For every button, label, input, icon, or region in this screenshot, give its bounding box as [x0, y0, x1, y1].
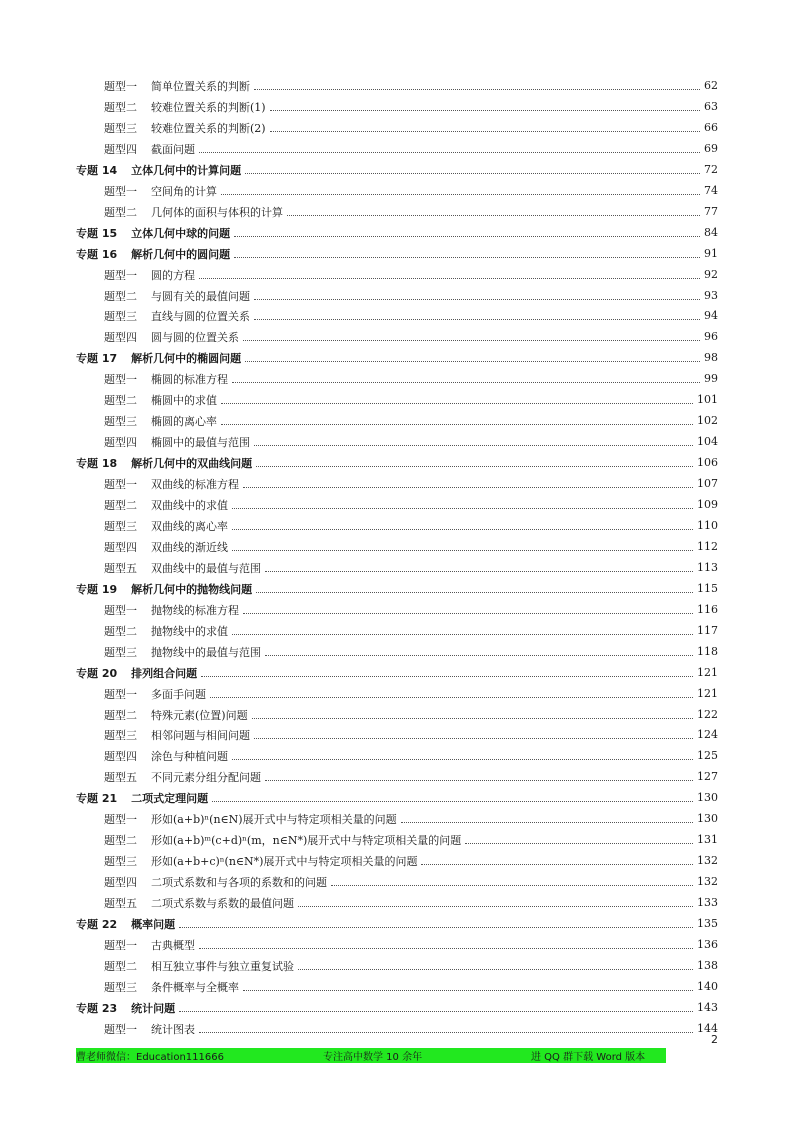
- toc-entry-title: 排列组合问题: [131, 666, 198, 680]
- toc-subtopic-entry[interactable]: [104, 473, 718, 494]
- toc-entry-page: 63: [704, 100, 718, 113]
- toc-entry-prefix: 专题 17: [76, 351, 118, 365]
- toc-entry-title: 二项式系数和与各项的系数和的问题: [151, 875, 327, 889]
- toc-entry-prefix: 专题 16: [76, 247, 118, 261]
- page-number: 2: [711, 1033, 718, 1046]
- toc-entry-title: 不同元素分组分配问题: [151, 770, 261, 784]
- toc-dot-leader: [232, 633, 693, 635]
- toc-dot-leader: [199, 947, 693, 949]
- toc-entry-title: 椭圆中的求值: [151, 393, 217, 407]
- toc-subtopic-entry[interactable]: [104, 389, 718, 410]
- toc-entry-prefix: 题型一: [104, 477, 137, 491]
- toc-dot-leader: [421, 863, 693, 865]
- toc-dot-leader: [210, 696, 693, 698]
- toc-entry-page: 98: [704, 351, 718, 364]
- toc-entry-page: 102: [697, 414, 718, 427]
- toc-subtopic-entry[interactable]: [104, 599, 718, 620]
- toc-subtopic-entry[interactable]: [104, 515, 718, 536]
- toc-entry-title: 相互独立事件与独立重复试验: [151, 959, 294, 973]
- toc-entry-page: 94: [704, 309, 718, 322]
- toc-entry-page: 136: [697, 938, 718, 951]
- toc-entry-title: 双曲线的渐近线: [151, 540, 228, 554]
- toc-dot-leader: [245, 360, 700, 362]
- toc-dot-leader: [465, 842, 693, 844]
- toc-entry-prefix: 题型一: [104, 603, 137, 617]
- toc-entry-prefix: 专题 21: [76, 791, 118, 805]
- toc-entry-prefix: 题型三: [104, 414, 137, 428]
- toc-entry-page: 91: [704, 247, 718, 260]
- footer-download: 进 QQ 群下载 Word 版本: [531, 1052, 646, 1063]
- toc-entry-page: 135: [697, 917, 718, 930]
- toc-dot-leader: [232, 381, 700, 383]
- toc-entry-page: 132: [697, 875, 718, 888]
- toc-entry-page: 62: [704, 79, 718, 92]
- toc-entry-page: 124: [697, 728, 718, 741]
- toc-entry-page: 104: [697, 435, 718, 448]
- toc-dot-leader: [298, 968, 693, 970]
- toc-dot-leader: [254, 318, 700, 320]
- toc-dot-leader: [331, 884, 693, 886]
- toc-entry-prefix: 专题 18: [76, 456, 118, 470]
- toc-entry-prefix: 题型五: [104, 770, 137, 784]
- toc-dot-leader: [265, 779, 693, 781]
- toc-entry-page: 69: [704, 142, 718, 155]
- toc-entry-page: 138: [697, 959, 718, 972]
- toc-entry-title: 简单位置关系的判断: [151, 79, 250, 93]
- toc-dot-leader: [265, 654, 693, 656]
- toc-subtopic-entry[interactable]: [104, 850, 718, 871]
- toc-dot-leader: [256, 465, 693, 467]
- toc-entry-title: 直线与圆的位置关系: [151, 309, 250, 323]
- toc-entry-prefix: 专题 22: [76, 917, 118, 931]
- toc-subtopic-entry[interactable]: [104, 180, 718, 201]
- toc-subtopic-entry[interactable]: [104, 620, 718, 641]
- toc-dot-leader: [254, 298, 700, 300]
- toc-dot-leader: [254, 88, 700, 90]
- toc-dot-leader: [287, 214, 700, 216]
- toc-entry-prefix: 专题 15: [76, 226, 118, 240]
- toc-dot-leader: [270, 130, 700, 132]
- toc-entry-title: 概率问题: [131, 917, 176, 931]
- toc-entry-title: 几何体的面积与体积的计算: [151, 205, 283, 219]
- toc-entry-title: 二项式定理问题: [131, 791, 209, 805]
- toc-entry-title: 解析几何中的抛物线问题: [131, 582, 253, 596]
- toc-dot-leader: [199, 277, 700, 279]
- toc-subtopic-entry[interactable]: [104, 201, 718, 222]
- toc-dot-leader: [232, 758, 693, 760]
- toc-entry-prefix: 题型五: [104, 896, 137, 910]
- toc-subtopic-entry[interactable]: [104, 934, 718, 955]
- toc-entry-title: 较难位置关系的判断(2): [151, 121, 266, 135]
- toc-entry-title: 与圆有关的最值问题: [151, 289, 250, 303]
- toc-subtopic-entry[interactable]: [104, 766, 718, 787]
- toc-entry-prefix: 题型四: [104, 875, 137, 889]
- toc-entry-page: 109: [697, 498, 718, 511]
- toc-subtopic-entry[interactable]: [104, 871, 718, 892]
- toc-subtopic-entry[interactable]: [104, 683, 718, 704]
- toc-entry-prefix: 题型二: [104, 498, 137, 512]
- toc-dot-leader: [265, 570, 693, 572]
- toc-entry-page: 121: [697, 666, 718, 679]
- toc-entry-prefix: 题型三: [104, 728, 137, 742]
- toc-entry-prefix: 题型二: [104, 624, 137, 638]
- toc-entry-title: 立体几何中球的问题: [131, 226, 231, 240]
- toc-entry-title: 双曲线中的求值: [151, 498, 228, 512]
- toc-dot-leader: [212, 800, 693, 802]
- toc-dot-leader: [234, 256, 700, 258]
- toc-entry-prefix: 题型三: [104, 309, 137, 323]
- toc-entry-title: 立体几何中的计算问题: [131, 163, 242, 177]
- toc-subtopic-entry[interactable]: [104, 557, 718, 578]
- toc-dot-leader: [243, 989, 693, 991]
- toc-entry-page: 72: [704, 163, 718, 176]
- toc-dot-leader: [243, 339, 700, 341]
- toc-entry-page: 130: [697, 791, 718, 804]
- toc-topic-entry[interactable]: [76, 159, 718, 180]
- toc-entry-title: 双曲线中的最值与范围: [151, 561, 261, 575]
- footer-bar: [76, 1048, 666, 1063]
- toc-topic-entry[interactable]: [76, 347, 718, 368]
- toc-entry-page: 130: [697, 812, 718, 825]
- toc-entry-page: 84: [704, 226, 718, 239]
- toc-subtopic-entry[interactable]: [104, 829, 718, 850]
- toc-entry-prefix: 题型二: [104, 708, 137, 722]
- toc-entry-page: 144: [697, 1022, 718, 1035]
- toc-dot-leader: [243, 486, 693, 488]
- toc-subtopic-entry[interactable]: [104, 117, 718, 138]
- toc-entry-prefix: 题型一: [104, 938, 137, 952]
- toc-entry-prefix: 题型五: [104, 561, 137, 575]
- toc-entry-prefix: 题型一: [104, 1022, 137, 1036]
- toc-entry-page: 99: [704, 372, 718, 385]
- toc-topic-entry[interactable]: [76, 243, 718, 264]
- toc-entry-title: 条件概率与全概率: [151, 980, 239, 994]
- toc-entry-prefix: 题型二: [104, 100, 137, 114]
- toc-entry-page: 116: [697, 603, 718, 616]
- toc-entry-title: 双曲线的标准方程: [151, 477, 239, 491]
- toc-entry-title: 二项式系数与系数的最值问题: [151, 896, 294, 910]
- toc-subtopic-entry[interactable]: [104, 285, 718, 306]
- toc-dot-leader: [221, 423, 693, 425]
- toc-topic-entry[interactable]: [76, 452, 718, 473]
- toc-entry-page: 125: [697, 749, 718, 762]
- toc-dot-leader: [221, 193, 700, 195]
- toc-dot-leader: [254, 444, 693, 446]
- toc-entry-page: 115: [697, 582, 718, 595]
- toc-dot-leader: [254, 737, 693, 739]
- toc-entry-page: 77: [704, 205, 718, 218]
- toc-dot-leader: [232, 528, 693, 530]
- toc-entry-page: 117: [697, 624, 718, 637]
- toc-dot-leader: [252, 717, 693, 719]
- toc-entry-prefix: 题型四: [104, 142, 137, 156]
- toc-dot-leader: [221, 402, 693, 404]
- toc-entry-prefix: 专题 23: [76, 1001, 118, 1015]
- toc-entry-page: 96: [704, 330, 718, 343]
- toc-entry-page: 133: [697, 896, 718, 909]
- toc-entry-page: 110: [697, 519, 718, 532]
- toc-entry-prefix: 题型四: [104, 330, 137, 344]
- toc-entry-title: 椭圆的离心率: [151, 414, 217, 428]
- toc-entry-page: 143: [697, 1001, 718, 1014]
- toc-dot-leader: [179, 1010, 693, 1012]
- toc-subtopic-entry[interactable]: [104, 724, 718, 745]
- toc-dot-leader: [245, 172, 700, 174]
- toc-entry-page: 121: [697, 687, 718, 700]
- toc-entry-title: 圆与圆的位置关系: [151, 330, 239, 344]
- toc-entry-title: 圆的方程: [151, 268, 195, 282]
- toc-entry-title: 涂色与种植问题: [151, 749, 228, 763]
- toc-entry-page: 101: [697, 393, 718, 406]
- toc-topic-entry[interactable]: [76, 997, 718, 1018]
- toc-entry-title: 解析几何中的圆问题: [131, 247, 231, 261]
- toc-dot-leader: [199, 1031, 693, 1033]
- toc-entry-prefix: 题型二: [104, 959, 137, 973]
- toc-entry-title: 双曲线的离心率: [151, 519, 228, 533]
- toc-entry-title: 形如(a+b+c)ⁿ(n∈N*)展开式中与特定项相关量的问题: [151, 854, 418, 868]
- toc-entry-title: 抛物线中的求值: [151, 624, 228, 638]
- toc-subtopic-entry[interactable]: [104, 431, 718, 452]
- toc-subtopic-entry[interactable]: [104, 745, 718, 766]
- toc-entry-page: 113: [697, 561, 718, 574]
- toc-dot-leader: [256, 591, 693, 593]
- toc-topic-entry[interactable]: [76, 222, 718, 243]
- toc-entry-page: 122: [697, 708, 718, 721]
- toc-topic-entry[interactable]: [76, 662, 718, 683]
- toc-entry-title: 统计问题: [131, 1001, 176, 1015]
- toc-subtopic-entry[interactable]: [104, 494, 718, 515]
- toc-entry-title: 较难位置关系的判断(1): [151, 100, 266, 114]
- toc-dot-leader: [232, 507, 693, 509]
- toc-entry-title: 多面手问题: [151, 687, 206, 701]
- toc-entry-prefix: 题型三: [104, 854, 137, 868]
- toc-subtopic-entry[interactable]: [104, 305, 718, 326]
- toc-entry-title: 抛物线中的最值与范围: [151, 645, 261, 659]
- toc-entry-prefix: 题型三: [104, 980, 137, 994]
- toc-entry-title: 空间角的计算: [151, 184, 217, 198]
- toc-entry-page: 92: [704, 268, 718, 281]
- toc-subtopic-entry[interactable]: [104, 75, 718, 96]
- toc-entry-prefix: 题型一: [104, 184, 137, 198]
- toc-entry-prefix: 题型一: [104, 79, 137, 93]
- toc-dot-leader: [298, 905, 693, 907]
- footer-slogan: 专注高中数学 10 余年: [323, 1052, 423, 1063]
- toc-entry-title: 相邻问题与相间问题: [151, 728, 250, 742]
- toc-topic-entry[interactable]: [76, 578, 718, 599]
- toc-subtopic-entry[interactable]: [104, 1018, 718, 1039]
- toc-entry-prefix: 题型一: [104, 687, 137, 701]
- toc-entry-page: 106: [697, 456, 718, 469]
- toc-subtopic-entry[interactable]: [104, 536, 718, 557]
- toc-entry-title: 解析几何中的椭圆问题: [131, 351, 242, 365]
- toc-entry-page: 74: [704, 184, 718, 197]
- toc-entry-page: 107: [697, 477, 718, 490]
- toc-entry-title: 特殊元素(位置)问题: [151, 708, 248, 722]
- toc-entry-prefix: 题型三: [104, 121, 137, 135]
- toc-entry-title: 形如(a+b)ᵐ(c+d)ⁿ(m，n∈N*)展开式中与特定项相关量的问题: [151, 833, 462, 847]
- toc-subtopic-entry[interactable]: [104, 326, 718, 347]
- footer-wechat: 曹老师微信：Education111666: [76, 1052, 224, 1063]
- toc-entry-prefix: 专题 20: [76, 666, 118, 680]
- toc-subtopic-entry[interactable]: [104, 892, 718, 913]
- toc-dot-leader: [201, 675, 693, 677]
- toc-topic-entry[interactable]: [76, 787, 718, 808]
- toc-entry-page: 132: [697, 854, 718, 867]
- toc-entry-prefix: 题型二: [104, 289, 137, 303]
- toc-entry-prefix: 专题 14: [76, 163, 118, 177]
- toc-entry-page: 118: [697, 645, 718, 658]
- toc-entry-page: 66: [704, 121, 718, 134]
- toc-entry-prefix: 题型四: [104, 749, 137, 763]
- toc-entry-prefix: 专题 19: [76, 582, 118, 596]
- toc-entry-page: 93: [704, 289, 718, 302]
- toc-entry-prefix: 题型二: [104, 833, 137, 847]
- toc-topic-entry[interactable]: [76, 913, 718, 934]
- toc-dot-leader: [243, 612, 693, 614]
- toc-entry-prefix: 题型四: [104, 435, 137, 449]
- toc-entry-prefix: 题型三: [104, 645, 137, 659]
- toc-entry-prefix: 题型二: [104, 393, 137, 407]
- toc-dot-leader: [179, 926, 693, 928]
- toc-subtopic-entry[interactable]: [104, 410, 718, 431]
- toc-subtopic-entry[interactable]: [104, 808, 718, 829]
- toc-subtopic-entry[interactable]: [104, 955, 718, 976]
- toc-entry-prefix: 题型一: [104, 268, 137, 282]
- toc-entry-title: 古典概型: [151, 938, 195, 952]
- toc-entry-prefix: 题型四: [104, 540, 137, 554]
- toc-dot-leader: [270, 109, 700, 111]
- toc-subtopic-entry[interactable]: [104, 138, 718, 159]
- toc-dot-leader: [234, 235, 700, 237]
- toc-entry-title: 抛物线的标准方程: [151, 603, 239, 617]
- toc-subtopic-entry[interactable]: [104, 264, 718, 285]
- toc-entry-page: 112: [697, 540, 718, 553]
- toc-entry-prefix: 题型二: [104, 205, 137, 219]
- toc-entry-page: 140: [697, 980, 718, 993]
- toc-subtopic-entry[interactable]: [104, 976, 718, 997]
- toc-dot-leader: [199, 151, 700, 153]
- toc-entry-title: 解析几何中的双曲线问题: [131, 456, 253, 470]
- toc-entry-title: 椭圆中的最值与范围: [151, 435, 250, 449]
- toc-entry-title: 形如(a+b)ⁿ(n∈N)展开式中与特定项相关量的问题: [151, 812, 397, 826]
- toc-entry-title: 椭圆的标准方程: [151, 372, 228, 386]
- toc-entry-page: 131: [697, 833, 718, 846]
- toc-subtopic-entry[interactable]: [104, 641, 718, 662]
- toc-dot-leader: [232, 549, 693, 551]
- toc-entry-title: 截面问题: [151, 142, 195, 156]
- toc-entry-prefix: 题型三: [104, 519, 137, 533]
- toc-dot-leader: [401, 821, 693, 823]
- toc-entry-prefix: 题型一: [104, 812, 137, 826]
- toc-subtopic-entry[interactable]: [104, 704, 718, 725]
- toc-entry-page: 127: [697, 770, 718, 783]
- toc-entry-title: 统计图表: [151, 1022, 195, 1036]
- toc-entry-prefix: 题型一: [104, 372, 137, 386]
- toc-subtopic-entry[interactable]: [104, 368, 718, 389]
- toc-subtopic-entry[interactable]: [104, 96, 718, 117]
